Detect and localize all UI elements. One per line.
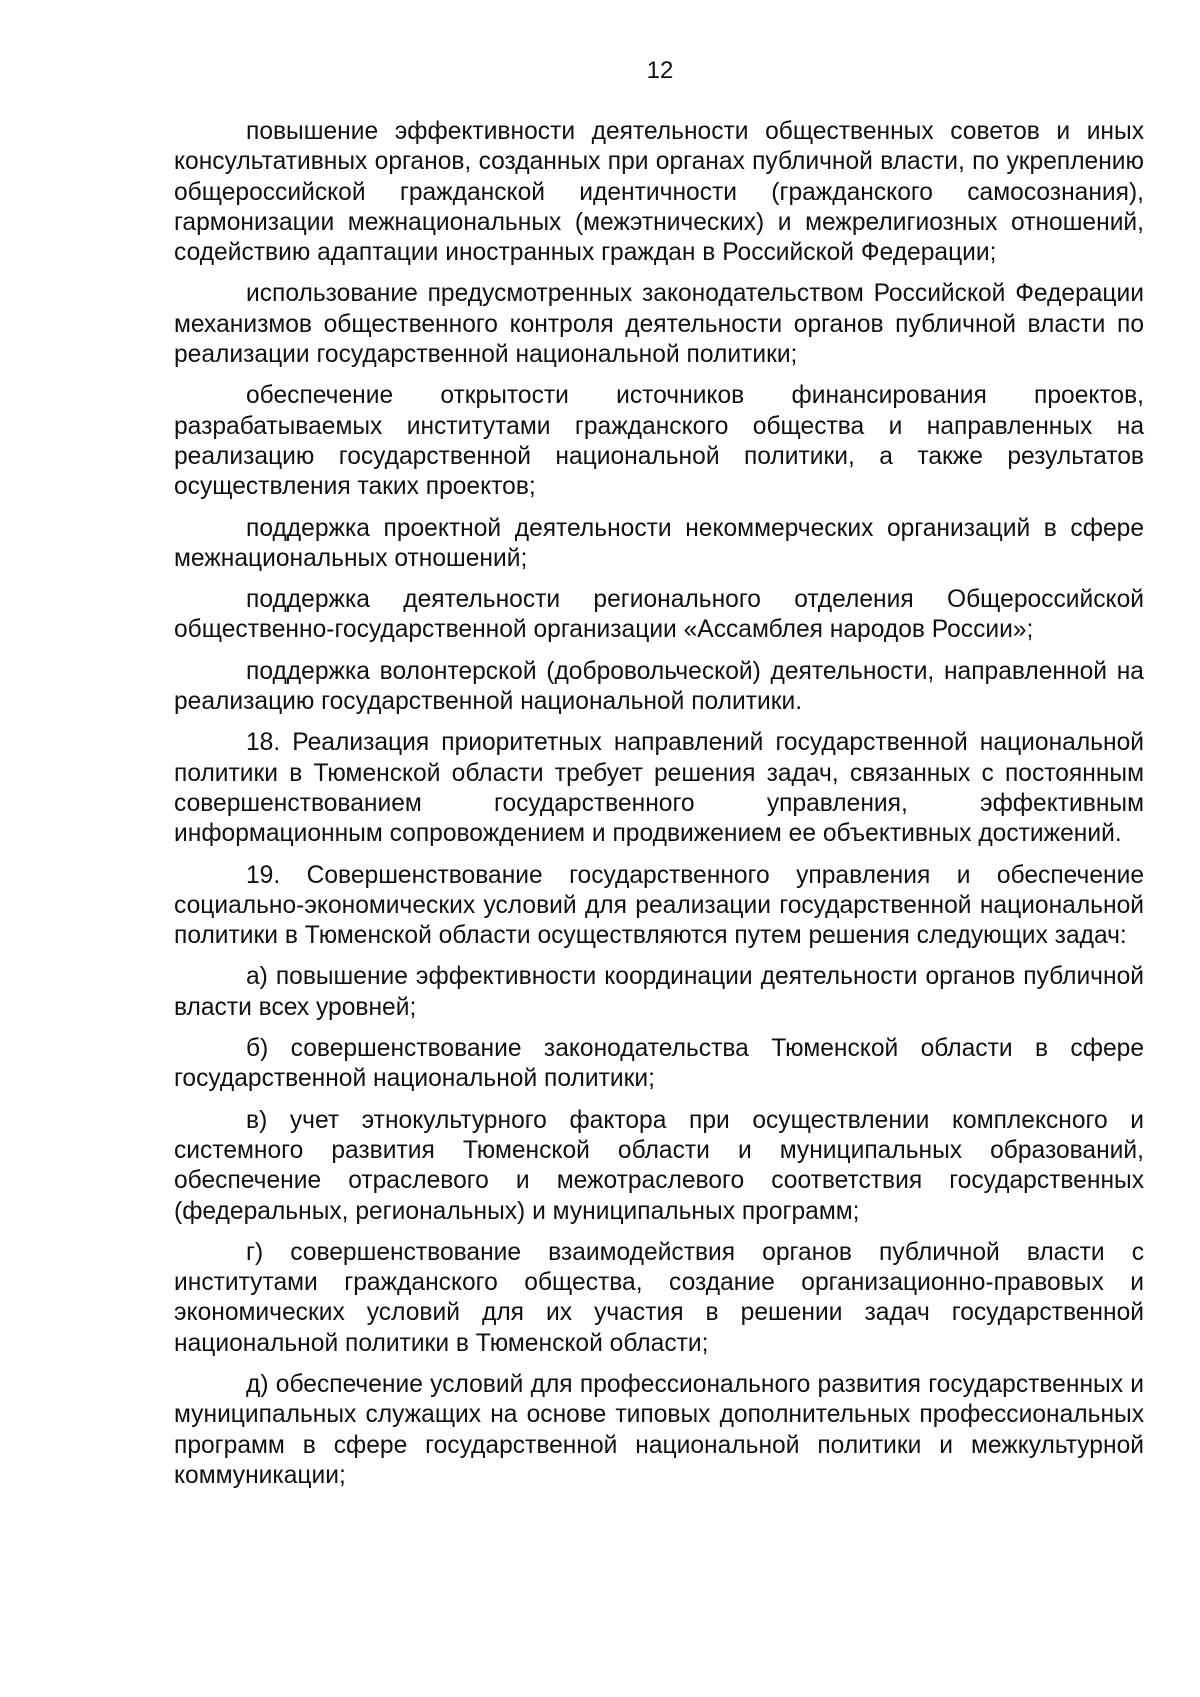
paragraph-assembly-support: поддержка деятельности регионального отделения Общероссийской общественно-государственной организации «Ассамблея народов России»; bbox=[174, 586, 1144, 644]
paragraph-task-v: в) учет этнокультурного фактора при осуществлении комплексного и системного развития Тюменской области и муниципальных образований, обеспечение отраслевого и межотраслевого соответствия государственных (федеральных, региональных) и муниципальных программ; bbox=[174, 1106, 1144, 1225]
paragraph-public-control: использование предусмотренных законодательством Российской Федерации механизмов общественного контроля деятельности органов публичной власти по реализации государственной национальной политики; bbox=[174, 280, 1144, 369]
document-body bbox=[174, 117, 1144, 1502]
paragraph-public-councils: повышение эффективности деятельности общественных советов и иных консультативных органов, созданных при органах публичной власти, по укреплению общероссийской гражданской идентичности (гражданского самосознания), гармонизации межнациональных (межэтнических) и межрелигиозных отношений, содействию адаптации иностранных граждан в Российской Федерации; bbox=[174, 118, 1144, 267]
paragraph-task-a: а) повышение эффективности координации деятельности органов публичной власти всех уровней; bbox=[174, 963, 1144, 1021]
page-number: 12 bbox=[646, 57, 674, 84]
paragraph-financing-transparency: обеспечение открытости источников финансирования проектов, разрабатываемых институтами гражданского общества и направленных на реализацию государственной национальной политики, а также результатов осуществления таких проектов; bbox=[174, 382, 1144, 501]
paragraph-task-g: г) совершенствование взаимодействия органов публичной власти с институтами гражданского общества, создание организационно-правовых и экономических условий для их участия в решении задач государственной национальной политики в Тюменской области; bbox=[174, 1238, 1144, 1357]
paragraph-volunteer-support: поддержка волонтерской (добровольческой) деятельности, направленной на реализацию государственной национальной политики. bbox=[174, 657, 1144, 716]
paragraph-task-b: б) совершенствование законодательства Тюменской области в сфере государственной национальной политики; bbox=[174, 1035, 1144, 1093]
paragraph-item-18: 18. Реализация приоритетных направлений государственной национальной политики в Тюменской области требует решения задач, связанных с постоянным совершенствованием государственного управления, эффективным информационным сопровождением и продвижением ее объективных достижений. bbox=[174, 729, 1144, 848]
paragraph-item-19: 19. Совершенствование государственного управления и обеспечение социально-экономических условий для реализации государственной национальной политики в Тюменской области осуществляются путем решения следующих задач: bbox=[174, 861, 1144, 950]
paragraph-task-d: д) обеспечение условий для профессионального развития государственных и муниципальных служащих на основе типовых дополнительных профессиональных программ в сфере государственной национальной политики и межкультурной коммуникации; bbox=[174, 1370, 1144, 1489]
paragraph-nonprofit-support: поддержка проектной деятельности некоммерческих организаций в сфере межнациональных отношений; bbox=[174, 514, 1144, 572]
